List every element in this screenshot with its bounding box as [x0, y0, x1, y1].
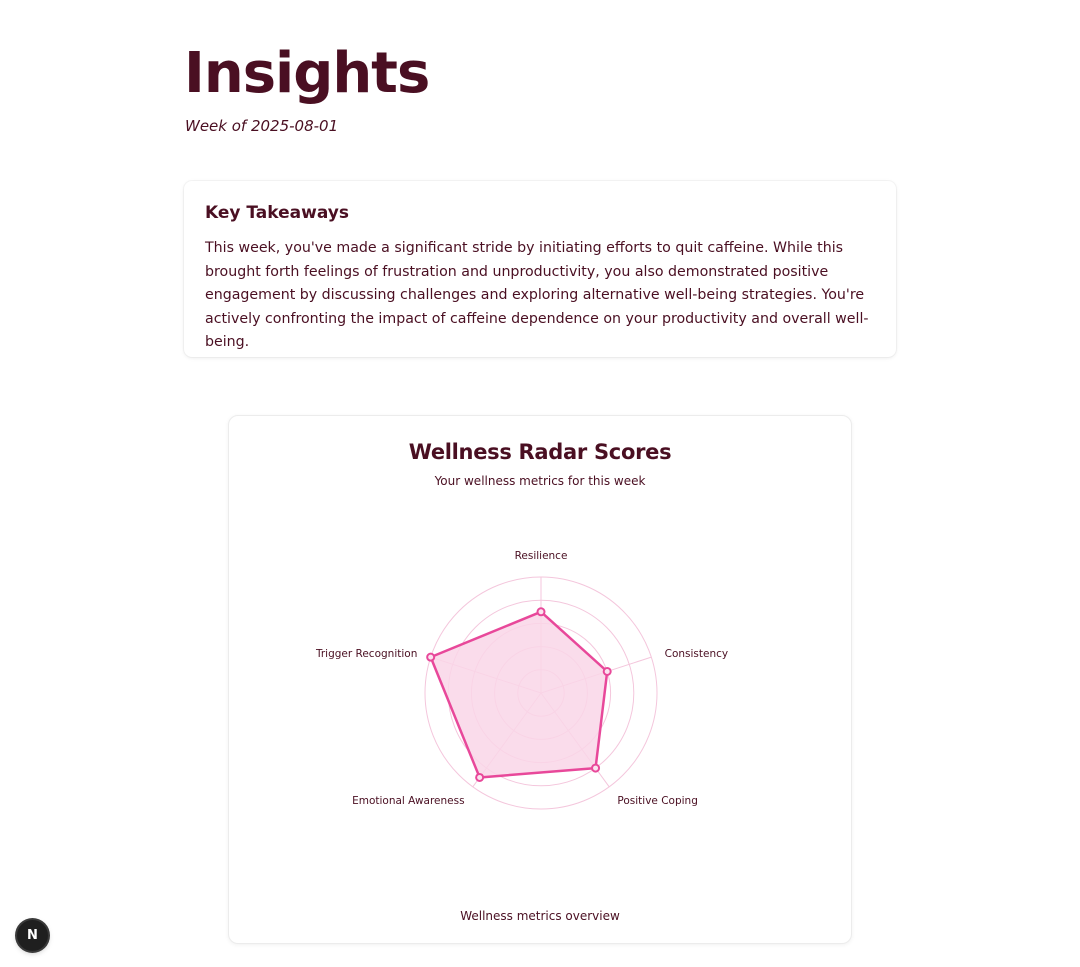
radar-data-point [604, 668, 611, 675]
radar-chart-title: Wellness Radar Scores [408, 440, 672, 464]
wellness-radar-card [228, 415, 852, 944]
wellness-radar-chart [229, 416, 853, 945]
radar-data-point [476, 774, 483, 781]
radar-axis-label: Emotional Awareness [352, 795, 465, 808]
radar-chart-footer: Wellness metrics overview [460, 909, 620, 923]
radar-data-point [538, 608, 545, 615]
radar-series-area [431, 612, 608, 778]
key-takeaways-card [184, 181, 896, 357]
key-takeaways-text: This week, you've made a significant stride by initiating efforts to quit caffeine. While this brought forth feelings of frustration and unproductivity, you also demonstrated positive engagement by discussing challenges and exploring alternative well-being strategies. You're actively confronting the impact of caffeine dependence on your productivity and overall well-being. [205, 240, 869, 350]
radar-data-point [592, 765, 599, 772]
radar-axis-label: Positive Coping [617, 795, 698, 808]
radar-data-point [427, 654, 434, 661]
radar-axis-label: Trigger Recognition [315, 647, 418, 660]
week-subtitle: Week of 2025-08-01 [185, 117, 339, 135]
radar-chart-subtitle: Your wellness metrics for this week [434, 474, 646, 488]
badge-label: N [27, 928, 38, 943]
radar-axis-label: Consistency [664, 647, 729, 660]
nextjs-logo-icon[interactable] [17, 920, 48, 951]
page-title: Insights [184, 41, 430, 106]
radar-axis-label: Resilience [514, 550, 568, 562]
key-takeaways-title: Key Takeaways [205, 203, 349, 223]
